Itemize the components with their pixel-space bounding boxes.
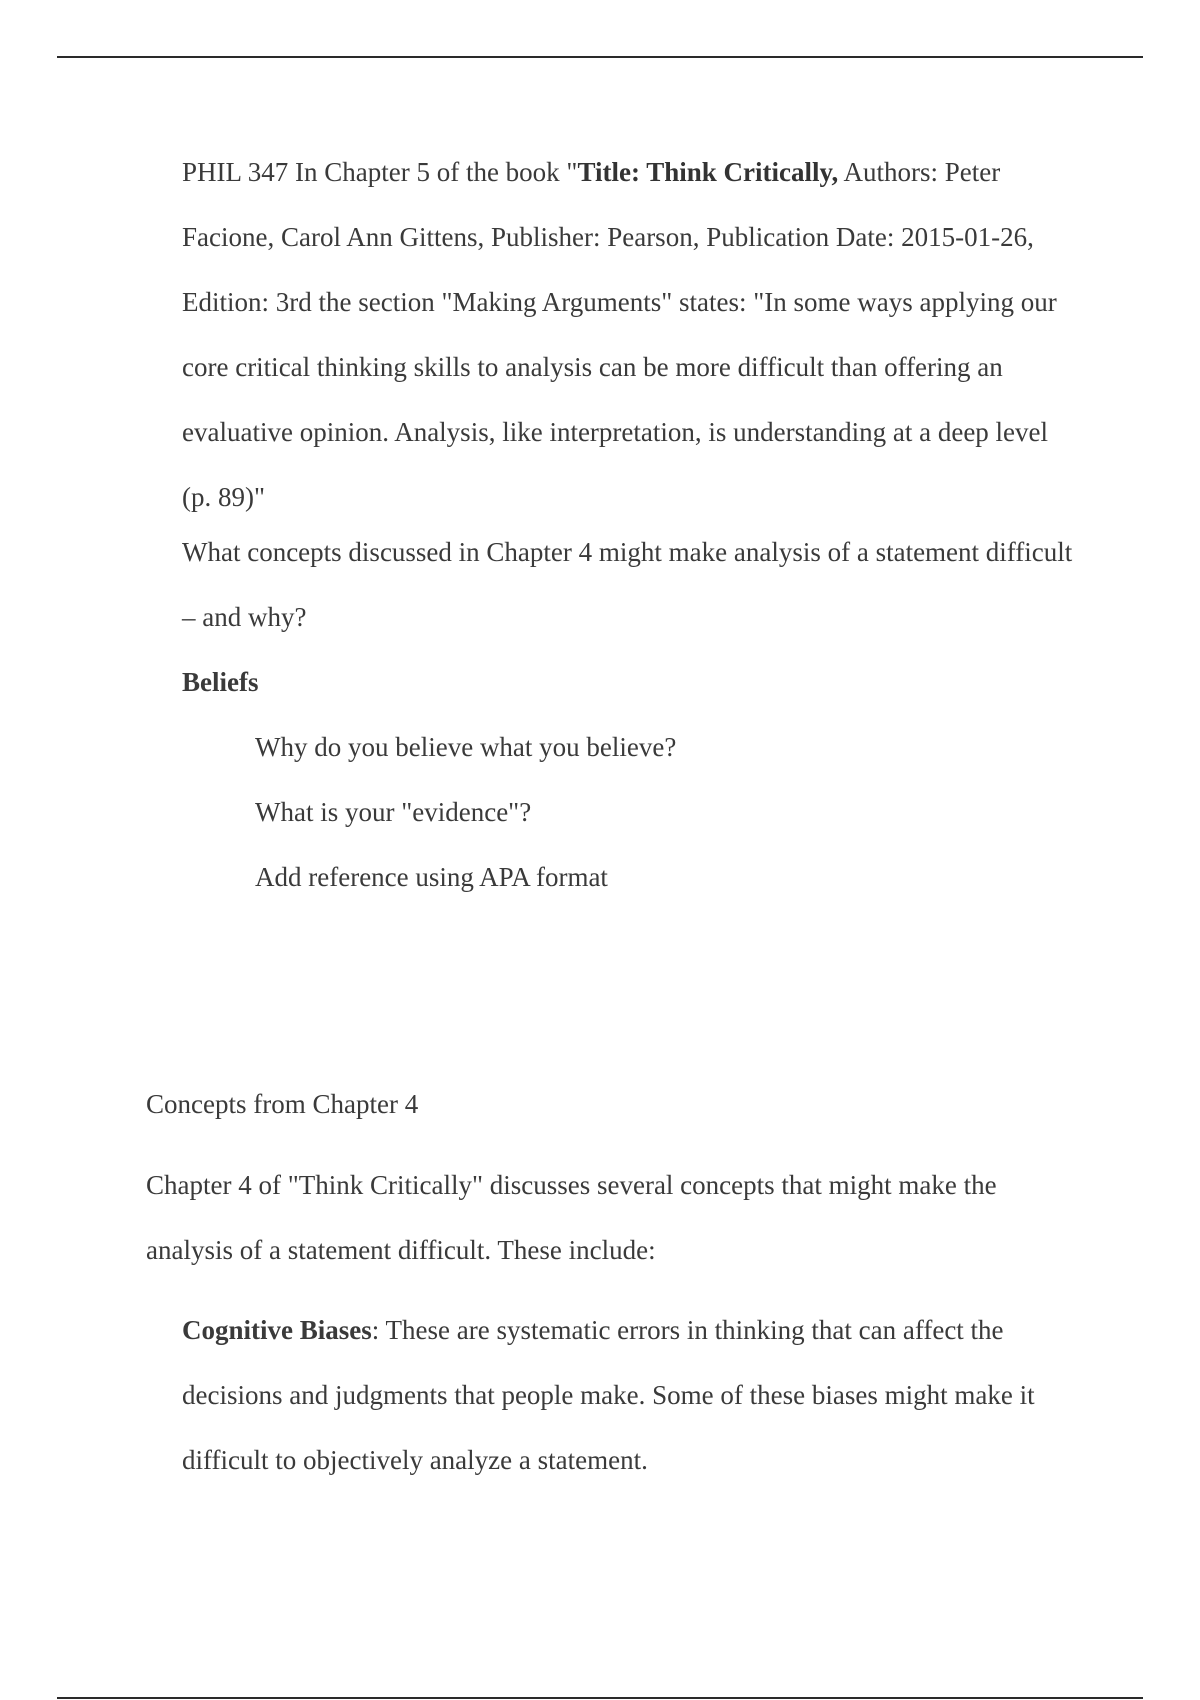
intro-paragraph [182,140,1082,530]
concept-term: Cognitive Biases [182,1315,372,1345]
section-intro: Chapter 4 of "Think Critically" discusses several concepts that might make the analysis of a statement difficult. These include: [146,1170,997,1265]
beliefs-heading: Beliefs [182,667,259,697]
beliefs-item: Add reference using APA format [255,862,608,892]
concept-cognitive-biases [182,1298,1082,1493]
beliefs-item: Why do you believe what you believe? [255,732,677,762]
section-title: Concepts from Chapter 4 [146,1089,419,1119]
intro-suffix: Authors: Peter Facione, Carol Ann Gittens, Publisher: Pearson, Publication Date: 2015-01-26, Edition: 3rd the section "Making Arguments" states: "In some ways applying our core critical thinking skills to analysis can be more difficult than offering an evaluative opinion. Analysis, like interpretation, is understanding at a deep level (p. 89)" [182,157,1057,512]
bottom-rule [57,1697,1143,1699]
discussion-question: What concepts discussed in Chapter 4 might make analysis of a statement difficult – and why? [182,537,1073,632]
concept-definition: : These are systematic errors in thinking that can affect the decisions and judgments that people make. Some of these biases might make it difficult to objectively analyze a statement. [182,1315,1035,1475]
top-rule [57,56,1143,58]
book-title: Title: Think Critically, [577,157,839,187]
beliefs-list [255,715,676,910]
beliefs-item: What is your "evidence"? [255,797,532,827]
intro-prefix: PHIL 347 In Chapter 5 of the book " [182,157,578,187]
